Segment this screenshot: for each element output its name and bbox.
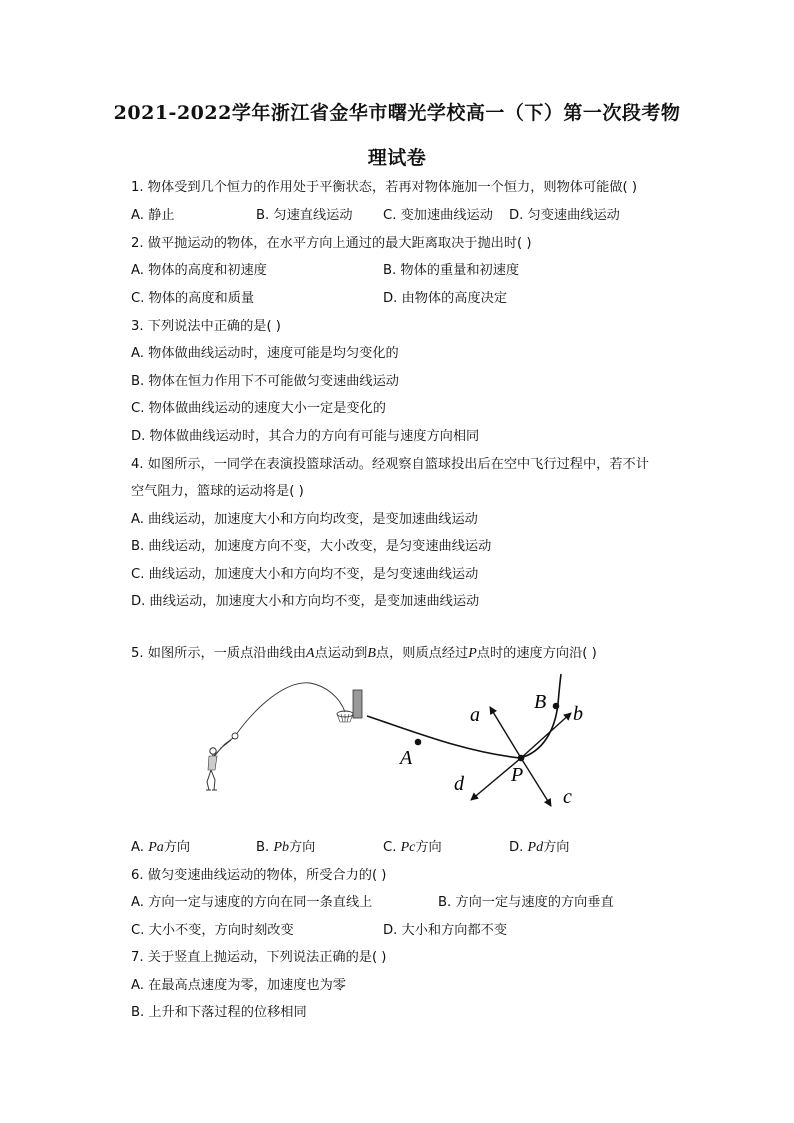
q2-option-d: D. 由物体的高度决定 — [383, 291, 508, 306]
q5-stem-mid1: 点运动到 — [314, 646, 368, 661]
point-A — [415, 739, 422, 746]
label-P: P — [511, 764, 524, 786]
q5-option-c-suffix: 方向 — [415, 840, 442, 855]
q3-option-a: A. 物体做曲线运动时，速度可能是均匀变化的 — [131, 346, 399, 361]
label-A: A — [400, 747, 413, 769]
q2-option-a: A. 物体的高度和初速度 — [131, 263, 267, 278]
q3-stem: 3. 下列说法中正确的是( ) — [131, 319, 281, 334]
label-d: d — [454, 773, 464, 795]
q4-stem-line1: 4. 如图所示，一同学在表演投篮球活动。经观察自篮球投出后在空中飞行过程中，若不计 — [131, 457, 649, 472]
arrow-Pa — [490, 707, 521, 758]
q7-option-a: A. 在最高点速度为零，加速度也为零 — [131, 978, 346, 993]
q2-option-c: C. 物体的高度和质量 — [131, 291, 255, 306]
q1-option-b: B. 匀速直线运动 — [256, 208, 353, 223]
q3-option-b: B. 物体在恒力作用下不可能做匀变速曲线运动 — [131, 374, 399, 389]
q5-option-d-var: Pd — [527, 840, 544, 855]
q3-option-d: D. 物体做曲线运动时，其合力的方向有可能与速度方向相同 — [131, 429, 480, 444]
q1-stem: 1. 物体受到几个恒力的作用处于平衡状态，若再对物体施加一个恒力，则物体可能做( ) — [131, 180, 638, 195]
q7-option-b: B. 上升和下落过程的位移相同 — [131, 1005, 307, 1020]
player-figure — [206, 738, 233, 790]
q6-option-c: C. 大小不变，方向时刻改变 — [131, 923, 294, 938]
q4-option-c: C. 曲线运动，加速度大小和方向均不变，是匀变速曲线运动 — [131, 567, 479, 582]
q5-option-c-prefix: C. — [383, 840, 401, 855]
q4-option-a: A. 曲线运动，加速度大小和方向均改变，是变加速曲线运动 — [131, 512, 478, 527]
q5-option-a-suffix: 方向 — [163, 840, 191, 855]
q5-stem-pre: 5. 如图所示，一质点沿曲线由 — [131, 646, 307, 661]
q2-stem: 2. 做平抛运动的物体，在水平方向上通过的最大距离取决于抛出时( ) — [131, 236, 532, 251]
q5-option-c-var: Pc — [400, 840, 416, 855]
q5-stem-var-A: A — [306, 646, 315, 661]
page-title-line1: 2021-2022学年浙江省金华市曙光学校高一（下）第一次段考物 — [113, 102, 681, 124]
point-B — [553, 703, 560, 710]
q5-option-b-prefix: B. — [256, 840, 274, 855]
q2-option-b: B. 物体的重量和初速度 — [383, 263, 520, 278]
q1-option-c: C. 变加速曲线运动 — [383, 208, 493, 223]
arrow-Pc — [521, 758, 551, 806]
page-title-line2: 理试卷 — [367, 147, 427, 169]
q5-option-b — [256, 839, 315, 857]
q6-stem: 6. 做匀变速曲线运动的物体，所受合力的( ) — [131, 868, 387, 883]
q7-stem: 7. 关于竖直上抛运动，下列说法正确的是( ) — [131, 950, 387, 965]
q3-option-c: C. 物体做曲线运动的速度大小一定是变化的 — [131, 401, 386, 416]
net — [337, 714, 353, 722]
q1-option-a: A. 静止 — [131, 208, 175, 223]
q5-stem-var-P: P — [468, 646, 477, 661]
q5-option-d — [509, 839, 569, 857]
label-b: b — [573, 703, 583, 725]
q4-option-b: B. 曲线运动，加速度方向不变，大小改变，是匀变速曲线运动 — [131, 539, 492, 554]
curve-figure — [365, 672, 615, 812]
q5-option-a-var: Pa — [148, 840, 164, 855]
q4-stem-line2: 空气阻力，篮球的运动将是( ) — [131, 484, 304, 499]
ball-trajectory — [235, 683, 345, 736]
backboard — [353, 690, 362, 718]
q5-option-d-suffix: 方向 — [543, 840, 570, 855]
label-c: c — [563, 786, 572, 808]
q5-option-b-var: Pb — [273, 840, 289, 855]
q1-option-d: D. 匀变速曲线运动 — [509, 208, 620, 223]
q6-option-a: A. 方向一定与速度的方向在同一条直线上 — [131, 895, 373, 910]
q5-stem-post: 点时的速度方向沿( ) — [476, 646, 597, 661]
q5-option-a-prefix: A. — [131, 840, 149, 855]
basketball-figure — [195, 678, 375, 794]
q4-option-d: D. 曲线运动，加速度大小和方向均不变，是变加速曲线运动 — [131, 594, 480, 609]
q6-option-d: D. 大小和方向都不变 — [383, 923, 508, 938]
q5-stem-mid2: 点，则质点经过 — [375, 646, 469, 661]
arrow-Pb — [521, 713, 571, 758]
q5-stem — [131, 645, 597, 663]
q5-option-d-prefix: D. — [509, 840, 528, 855]
motion-curve — [367, 674, 561, 758]
q5-stem-var-B: B — [367, 646, 376, 661]
q5-option-a — [131, 839, 190, 857]
q6-option-b: B. 方向一定与速度的方向垂直 — [438, 895, 614, 910]
q5-option-b-suffix: 方向 — [289, 840, 316, 855]
label-B: B — [534, 691, 547, 713]
q5-option-c — [383, 839, 442, 857]
label-a: a — [470, 704, 480, 726]
